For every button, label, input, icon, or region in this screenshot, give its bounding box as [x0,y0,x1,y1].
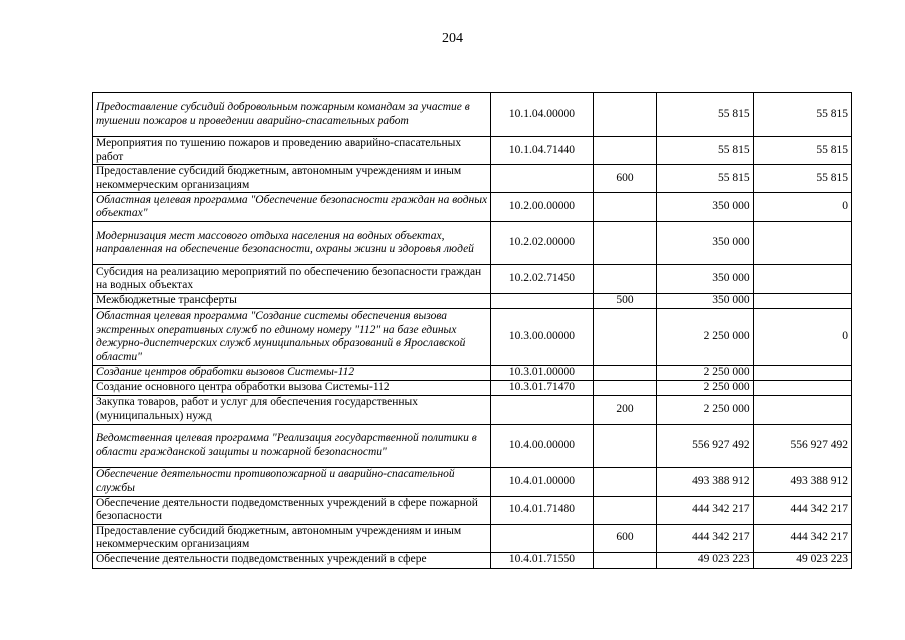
row-amount-cell: 0 [753,309,851,366]
row-name-cell: Закупка товаров, работ и услуг для обеспечения государственных (муниципальных) нужд [93,395,491,424]
row-amount-cell [753,366,851,381]
row-code-cell: 10.1.04.00000 [491,93,593,137]
row-code-cell: 10.4.01.71550 [491,552,593,568]
row-amount-cell: 2 250 000 [657,395,753,424]
row-name-cell: Предоставление субсидий добровольным пожарным командам за участие в тушении пожаров и проведении аварийно-спасательных работ [93,93,491,137]
row-amount-cell: 2 250 000 [657,309,753,366]
page-number: 204 [442,31,463,46]
row-amount-cell [753,294,851,309]
row-amount-cell: 2 250 000 [657,366,753,381]
table-row [93,381,852,396]
row-expense-type-cell [593,552,657,568]
row-amount-cell: 350 000 [657,193,753,222]
row-amount-cell: 493 388 912 [753,467,851,496]
table-row [93,366,852,381]
table-row [93,265,852,294]
row-code-cell: 10.4.01.71480 [491,496,593,524]
row-name-cell: Мероприятия по тушению пожаров и проведению аварийно-спасательных работ [93,137,491,165]
row-amount-cell: 55 815 [657,137,753,165]
table-row [93,294,852,309]
row-code-cell: 10.4.01.00000 [491,467,593,496]
row-amount-cell [753,395,851,424]
row-amount-cell [753,222,851,265]
row-name-cell: Создание основного центра обработки вызова Системы-112 [93,381,491,396]
row-code-cell: 10.3.01.71470 [491,381,593,396]
row-amount-cell: 350 000 [657,294,753,309]
row-code-cell: 10.2.02.71450 [491,265,593,294]
row-name-cell: Субсидия на реализацию мероприятий по обеспечению безопасности граждан на водных объектах [93,265,491,294]
row-name-cell: Областная целевая программа "Обеспечение безопасности граждан на водных объектах" [93,193,491,222]
row-amount-cell [753,265,851,294]
row-amount-cell: 55 815 [753,93,851,137]
row-expense-type-cell [593,193,657,222]
row-name-cell: Обеспечение деятельности противопожарной и аварийно-спасательной службы [93,467,491,496]
row-name-cell: Модернизация мест массового отдыха населения на водных объектах, направленная на обеспечение безопасности, охраны жизни и здоровья людей [93,222,491,265]
row-expense-type-cell: 600 [593,165,657,193]
table-row [93,137,852,165]
row-expense-type-cell: 200 [593,395,657,424]
table-row [93,524,852,552]
row-name-cell: Предоставление субсидий бюджетным, автономным учреждениям и иным некоммерческим организациям [93,165,491,193]
row-expense-type-cell [593,265,657,294]
row-code-cell [491,294,593,309]
row-name-cell: Обеспечение деятельности подведомственных учреждений в сфере пожарной безопасности [93,496,491,524]
row-amount-cell: 444 342 217 [753,496,851,524]
table-row [93,309,852,366]
row-amount-cell: 556 927 492 [753,424,851,467]
row-expense-type-cell [593,93,657,137]
row-amount-cell: 55 815 [753,165,851,193]
row-code-cell [491,524,593,552]
row-amount-cell: 493 388 912 [657,467,753,496]
row-amount-cell: 444 342 217 [657,496,753,524]
table-row [93,552,852,568]
row-code-cell: 10.2.02.00000 [491,222,593,265]
table-row [93,395,852,424]
row-expense-type-cell [593,222,657,265]
table-row [93,467,852,496]
row-code-cell: 10.4.00.00000 [491,424,593,467]
row-name-cell: Создание центров обработки вызовов Системы-112 [93,366,491,381]
row-name-cell: Областная целевая программа "Создание системы обеспечения вызова экстренных оперативных служб по единому номеру "112" на базе единых дежурно-диспетчерских служб муниципальных образований в Ярославской области" [93,309,491,366]
row-amount-cell: 350 000 [657,222,753,265]
row-code-cell [491,395,593,424]
row-expense-type-cell [593,381,657,396]
row-code-cell: 10.2.00.00000 [491,193,593,222]
row-code-cell: 10.1.04.71440 [491,137,593,165]
row-code-cell [491,165,593,193]
row-name-cell: Предоставление субсидий бюджетным, автономным учреждениям и иным некоммерческим организациям [93,524,491,552]
row-expense-type-cell: 600 [593,524,657,552]
row-amount-cell [753,381,851,396]
row-code-cell: 10.3.01.00000 [491,366,593,381]
row-amount-cell: 49 023 223 [657,552,753,568]
row-amount-cell: 444 342 217 [657,524,753,552]
row-name-cell: Межбюджетные трансферты [93,294,491,309]
budget-table [92,92,852,569]
row-amount-cell: 55 815 [657,165,753,193]
row-name-cell: Ведомственная целевая программа "Реализация государственной политики в области гражданской защиты и пожарной безопасности" [93,424,491,467]
row-amount-cell: 49 023 223 [753,552,851,568]
row-expense-type-cell [593,366,657,381]
row-expense-type-cell [593,137,657,165]
row-amount-cell: 55 815 [753,137,851,165]
row-amount-cell: 0 [753,193,851,222]
row-amount-cell: 2 250 000 [657,381,753,396]
row-amount-cell: 55 815 [657,93,753,137]
row-expense-type-cell [593,424,657,467]
table-row [93,93,852,137]
row-amount-cell: 350 000 [657,265,753,294]
budget-table-body [93,93,852,569]
row-code-cell: 10.3.00.00000 [491,309,593,366]
row-amount-cell: 444 342 217 [753,524,851,552]
table-row [93,424,852,467]
row-expense-type-cell [593,467,657,496]
table-row [93,193,852,222]
row-name-cell: Обеспечение деятельности подведомственных учреждений в сфере [93,552,491,568]
table-row [93,165,852,193]
row-expense-type-cell [593,309,657,366]
row-amount-cell: 556 927 492 [657,424,753,467]
table-row [93,222,852,265]
row-expense-type-cell [593,496,657,524]
row-expense-type-cell: 500 [593,294,657,309]
table-row [93,496,852,524]
